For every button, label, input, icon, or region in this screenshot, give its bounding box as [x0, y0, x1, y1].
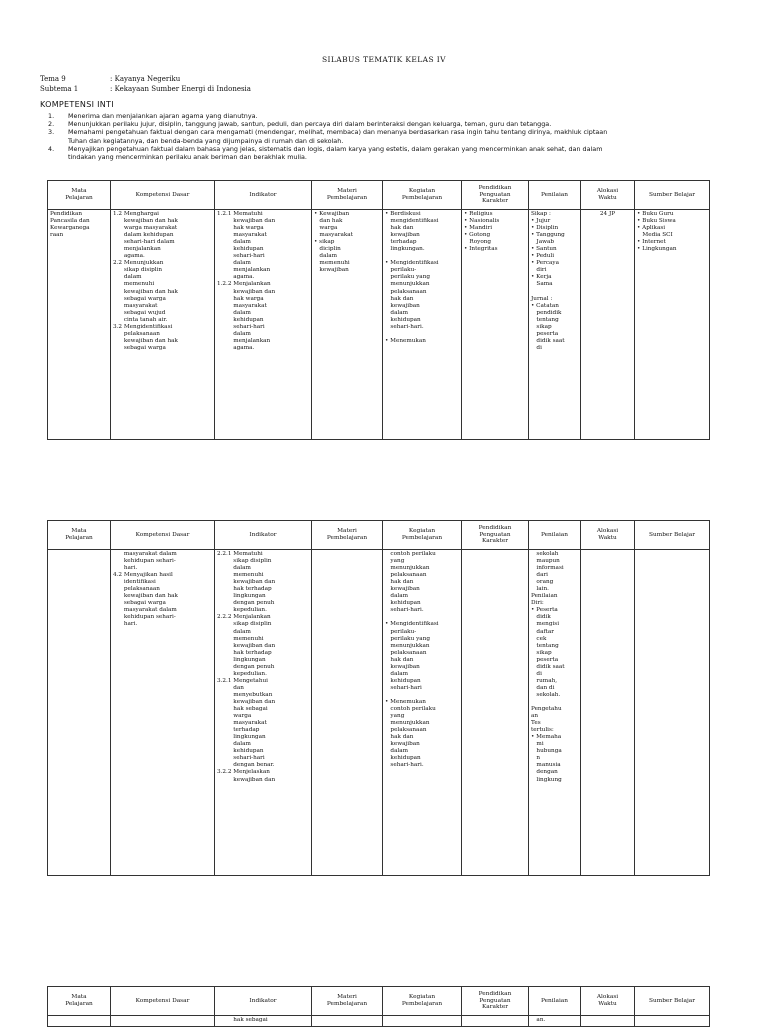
table-row [48, 210, 710, 440]
cell-kompetensi-dasar: 1.2 Menghargai kewajiban dan hak warga masyarakat dalam kehidupan sehari-hari dalam menjalankan agama. 2.2 Menunjukkan sikap disiplin dalam memenuhi kewajiban dan hak sebagai warga masyarakat sebagai wujud cinta tanah air. 3.2 Mengidentifikasi pelaksanaan kewajiban dan hak sebagai warga [111, 210, 215, 440]
document-title: SILABUS TEMATIK KELAS IV [322, 55, 446, 64]
header-pendidikan-penguatan-karakter: Pendidikan Penguatan Karakter [462, 521, 529, 550]
table-header-row [48, 521, 710, 550]
header-mata-pelajaran: Mata Pelajaran [48, 181, 111, 210]
header-penilaian: Penilaian [529, 181, 581, 210]
header-kegiatan-pembelajaran: Kegiatan Pembelajaran [383, 181, 462, 210]
cell-alokasi-waktu [581, 550, 635, 876]
table-row [48, 550, 710, 876]
header-mata-pelajaran: Mata Pelajaran [48, 521, 111, 550]
core-competency-list [40, 112, 740, 161]
core-competency-number: 4. [48, 144, 55, 153]
table-header-row [48, 181, 710, 210]
cell-kompetensi-dasar: masyarakat dalam kehidupan sehari- hari. 4.2 Menyajikan hasil identifikasi pelaksanaan kewajiban dan hak sebagai warga masyarakat dalam kehidupan sehari- hari. [111, 550, 215, 876]
cell-penilaian: sekolah maupun informasi dari orang lain. Penilaian Diri: • Peserta didik mengisi daftar cek tentang sikap peserta didik saat di rumah, dan di sekolah. Pengetahu an Tes tertulis: • Memaha mi hubunga n manusia dengan lingkung [529, 550, 581, 876]
header-penilaian: Penilaian [529, 987, 581, 1016]
header-indikator: Indikator [215, 181, 312, 210]
header-alokasi-waktu: Alokasi Waktu [581, 181, 635, 210]
header-pendidikan-penguatan-karakter: Pendidikan Penguatan Karakter [462, 987, 529, 1016]
header-sumber-belajar: Sumber Belajar [635, 521, 710, 550]
core-competency-number: 3. [48, 128, 55, 137]
header-alokasi-waktu: Alokasi Waktu [581, 521, 635, 550]
header-kompetensi-dasar: Kompetensi Dasar [111, 181, 215, 210]
tema-line [40, 75, 180, 83]
cell-penilaian: an. [529, 1016, 581, 1027]
header-kompetensi-dasar: Kompetensi Dasar [111, 521, 215, 550]
syllabus-table-page-3 [47, 986, 710, 1027]
cell-materi [312, 550, 383, 876]
cell-indikator: 1.2.1 Mematuhi kewajiban dan hak warga masyarakat dalam kehidupan sehari-hari dalam menjalankan agama. 1.2.2 Menjalankan kewajiban dan hak warga masyarakat dalam kehidupan sehari-hari dalam menjalankan agama. [215, 210, 312, 440]
cell-mata-pelajaran [48, 550, 111, 876]
header-sumber-belajar: Sumber Belajar [635, 181, 710, 210]
tema-value: : Kayanya Negeriku [110, 75, 181, 83]
subtema-label: Subtema 1 [40, 85, 79, 93]
header-sumber-belajar: Sumber Belajar [635, 987, 710, 1016]
table-header-row [48, 987, 710, 1016]
header-materi-pembelajaran: Materi Pembelajaran [312, 521, 383, 550]
header-materi-pembelajaran: Materi Pembelajaran [312, 987, 383, 1016]
cell-mata-pelajaran [48, 1016, 111, 1027]
tema-label: Tema 9 [40, 75, 66, 83]
syllabus-table-page-2 [47, 520, 710, 876]
cell-kompetensi-dasar [111, 1016, 215, 1027]
header-kompetensi-dasar: Kompetensi Dasar [111, 987, 215, 1016]
cell-karakter [462, 1016, 529, 1027]
syllabus-table-page-1 [47, 180, 710, 440]
core-competency-text: Menunjukkan perilaku jujur, disiplin, tanggung jawab, santun, peduli, dan percaya diri dalam berinteraksi dengan keluarga, teman, guru dan tetangga. [68, 120, 552, 129]
section-heading-kompetensi-inti: KOMPETENSI INTI [40, 100, 114, 109]
table-row [48, 1016, 710, 1027]
header-pendidikan-penguatan-karakter: Pendidikan Penguatan Karakter [462, 181, 529, 210]
cell-materi: • Kewajiban dan hak warga masyarakat • sikap diciplin dalam memenuhi kewajiban [312, 210, 383, 440]
cell-karakter: • Religius • Nasionalis • Mandiri • Gotong Royong • Integritas [462, 210, 529, 440]
cell-kegiatan: contoh perilaku yang menunjukkan pelaksanaan hak dan kewajiban dalam kehidupan sehari-hari. • Mengidentifikasi perilaku- perilaku yang menunjukkan pelaksanaan hak dan kewajiban dalam kehidupan sehari-hari • Menemukan contoh perilaku yang menunjukkan pelaksanaan hak dan kewajiban dalam kehidupan sehari-hari. [383, 550, 462, 876]
cell-materi [312, 1016, 383, 1027]
core-competency-text: Menerima dan menjalankan ajaran agama yang dianutnya. [68, 112, 258, 120]
cell-sumber-belajar: • Buku Guru • Buku Siswa • Aplikasi Media SCI • Internet • Lingkungan [635, 210, 710, 440]
cell-alokasi-waktu: 24 JP [581, 210, 635, 440]
header-penilaian: Penilaian [529, 521, 581, 550]
header-indikator: Indikator [215, 987, 312, 1016]
header-alokasi-waktu: Alokasi Waktu [581, 987, 635, 1016]
cell-penilaian: Sikap : • Jujur • Disiplin • Tanggung Jawab • Santun • Peduli • Percaya diri • Kerja Sama Jurnal : • Catatan pendidik tentang sikap peserta didik saat di [529, 210, 581, 440]
core-competency-number: 1. [48, 112, 55, 120]
header-kegiatan-pembelajaran: Kegiatan Pembelajaran [383, 987, 462, 1016]
core-competency-text: Memahami pengetahuan faktual dengan cara mengamati (mendengar, melihat, membaca) dan menanya berdasarkan rasa ingin tahu tentang dirinya, makhluk ciptaan Tuhan dan kegiatannya, dan benda-benda yang dijumpainya di rumah dan di sekolah. [68, 128, 608, 145]
subtema-value: : Kekayaan Sumber Energi di Indonesia [110, 85, 251, 93]
cell-mata-pelajaran: Pendidikan Pancasila dan Kewarganega raan [48, 210, 111, 440]
header-kegiatan-pembelajaran: Kegiatan Pembelajaran [383, 521, 462, 550]
cell-indikator: hak sebagai [215, 1016, 312, 1027]
core-competency-item [40, 120, 740, 128]
cell-alokasi-waktu [581, 1016, 635, 1027]
header-mata-pelajaran: Mata Pelajaran [48, 987, 111, 1016]
core-competency-text: Menyajikan pengetahuan faktual dalam bahasa yang jelas, sistematis dan logis, dalam karya yang estetis, dalam gerakan yang mencerminkan anak sehat, dan dalam tindakan yang mencerminkan perilaku anak beriman dan berakhlak mulia. [68, 144, 603, 162]
cell-sumber-belajar [635, 1016, 710, 1027]
cell-indikator: 2.2.1 Mematuhi sikap disiplin dalam memenuhi kewajiban dan hak terhadap lingkungan dengan penuh kepedulian. 2.2.2 Menjalankan sikap disiplin dalam memenuhi kewajiban dan hak terhadap lingkungan dengan penuh kepedulian. 3.2.1 Mengetahui dan menyebutkan kewajiban dan hak sebagai warga masyarakat terhadap lingkungan dalam kehidupan sehari-hari dengan benar. 3.2.2 Menjelaskan kewajiban dan [215, 550, 312, 876]
cell-kegiatan [383, 1016, 462, 1027]
header-indikator: Indikator [215, 521, 312, 550]
core-competency-number: 2. [48, 120, 55, 129]
subtema-line [40, 85, 251, 93]
header-materi-pembelajaran: Materi Pembelajaran [312, 181, 383, 210]
core-competency-item [40, 128, 740, 144]
core-competency-item [40, 145, 740, 161]
cell-karakter [462, 550, 529, 876]
cell-sumber-belajar [635, 550, 710, 876]
core-competency-item [40, 112, 740, 120]
cell-kegiatan: • Berdiskusi mengidentifikasi hak dan kewajiban terhadap lingkungan. • Mengidentifikasi perilaku- perilaku yang menunjukkan pelaksanaan hak dan kewajiban dalam kehidupan sehari-hari. • Menemukan [383, 210, 462, 440]
